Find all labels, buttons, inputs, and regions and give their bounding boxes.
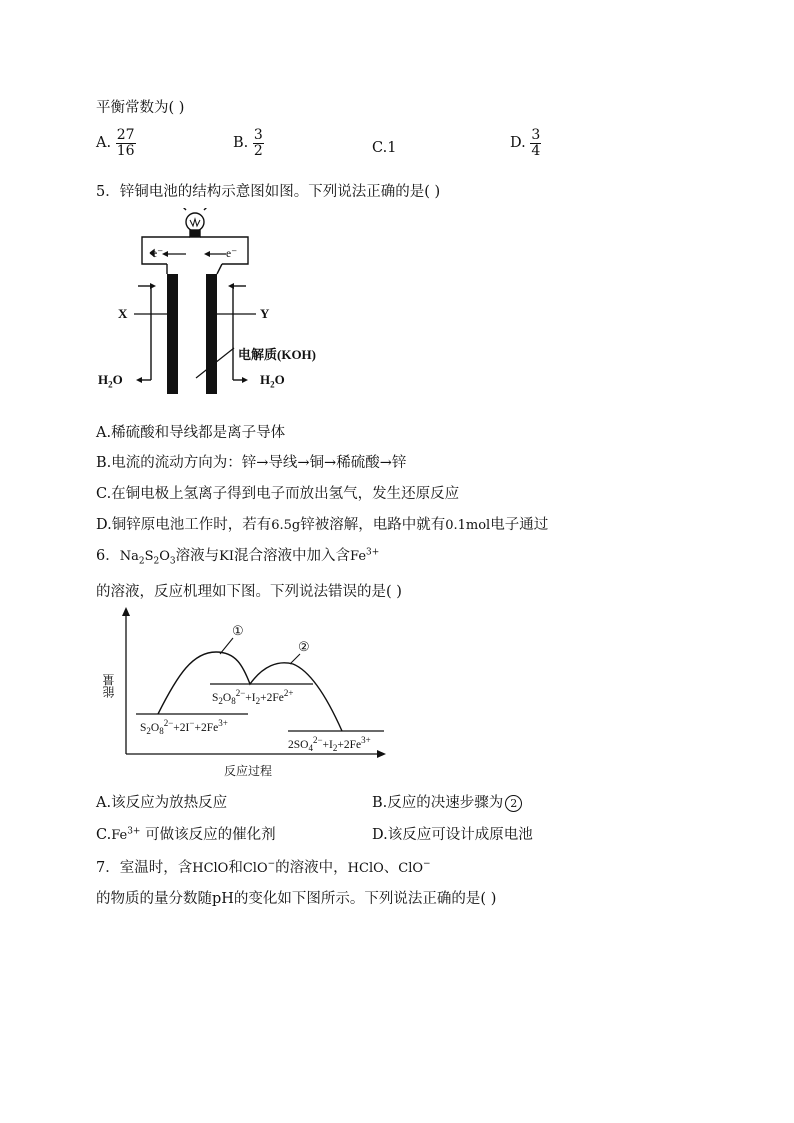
y-axis-label: 能量 <box>102 674 116 698</box>
intermediate-label: $S_2O_8^{2-}+I_2+2Fe^{2+}$ <box>212 688 294 707</box>
electron-label-left: e⁻ <box>152 248 164 260</box>
q6-stem-line1: 6．$Na_2S_2O_3$溶液与KI混合溶液中加入含$Fe^{3+}$ <box>96 547 380 567</box>
q4-option-c: C.1 <box>372 140 397 156</box>
reactant-label: $S_2O_8^{2-}+2I^-+2Fe^{3+}$ <box>140 718 228 737</box>
q4-option-a <box>96 128 136 158</box>
q7-stem-line1: 7．室温时，含HClO和ClO−的溶液中，HClO、ClO− <box>96 859 431 876</box>
q6-option-c: $C.Fe^{3+}$ 可做该反应的催化剂 <box>96 826 276 843</box>
option-letter: A. <box>96 135 112 152</box>
option-letter: D. <box>510 135 526 152</box>
q5-option-c: C.在铜电极上氢离子得到电子而放出氢气，发生还原反应 <box>96 486 460 502</box>
water-label-right: $H_2O$ <box>260 372 285 390</box>
q4-option-b <box>233 128 264 158</box>
fraction: $\frac{3}{2}$ <box>253 127 263 159</box>
q5-option-a: A.稀硫酸和导线都是离子导体 <box>96 425 286 441</box>
q6-option-a: A.该反应为放热反应 <box>96 795 228 811</box>
q6-stem-line2: 的溶液，反应机理如下图。下列说法错误的是( ) <box>96 584 402 600</box>
q5-option-b: B.电流的流动方向为：锌→导线→铜→稀硫酸→锌 <box>96 455 407 471</box>
q5-option-d: D.铜锌原电池工作时，若有6.5g锌被溶解，电路中就有0.1mol电子通过 <box>96 517 549 533</box>
q4-stem-tail: 平衡常数为( ) <box>96 100 185 116</box>
q5-stem: 5．锌铜电池的结构示意图如图。下列说法正确的是( ) <box>96 184 441 200</box>
electrode-y <box>206 274 217 394</box>
fraction: $\frac{3}{4}$ <box>531 127 541 159</box>
water-label-left: $H_2O$ <box>98 372 123 390</box>
peak-2-label: ② <box>298 640 310 655</box>
x-axis-label: 反应过程 <box>224 764 273 778</box>
energy-profile-diagram <box>98 604 398 784</box>
q6-option-d: D.该反应可设计成原电池 <box>372 827 533 843</box>
label-x: X <box>118 306 128 321</box>
peak-1-label: ① <box>232 624 244 639</box>
light-bulb-icon <box>183 208 207 237</box>
circled-number: 2 <box>505 795 522 812</box>
product-label: $2SO_4^{2-}+I_2+2Fe^{3+}$ <box>288 735 371 754</box>
zinc-copper-cell-diagram <box>94 208 354 404</box>
cell-svg <box>94 208 354 404</box>
electron-label-right: e⁻ <box>226 248 238 260</box>
label-y: Y <box>260 306 270 321</box>
q7-stem-line2: 的物质的量分数随pH的变化如下图所示。下列说法正确的是( ) <box>96 891 497 907</box>
option-letter: B. <box>233 135 249 152</box>
electrode-x <box>167 274 178 394</box>
electrolyte-label: 电解质(KOH) <box>238 347 316 362</box>
fraction: $\frac{27}{16}$ <box>116 127 135 159</box>
q4-option-d <box>510 128 541 158</box>
q6-option-b: B.反应的决速步骤为 2 <box>372 791 522 812</box>
cell-housing <box>138 286 246 380</box>
